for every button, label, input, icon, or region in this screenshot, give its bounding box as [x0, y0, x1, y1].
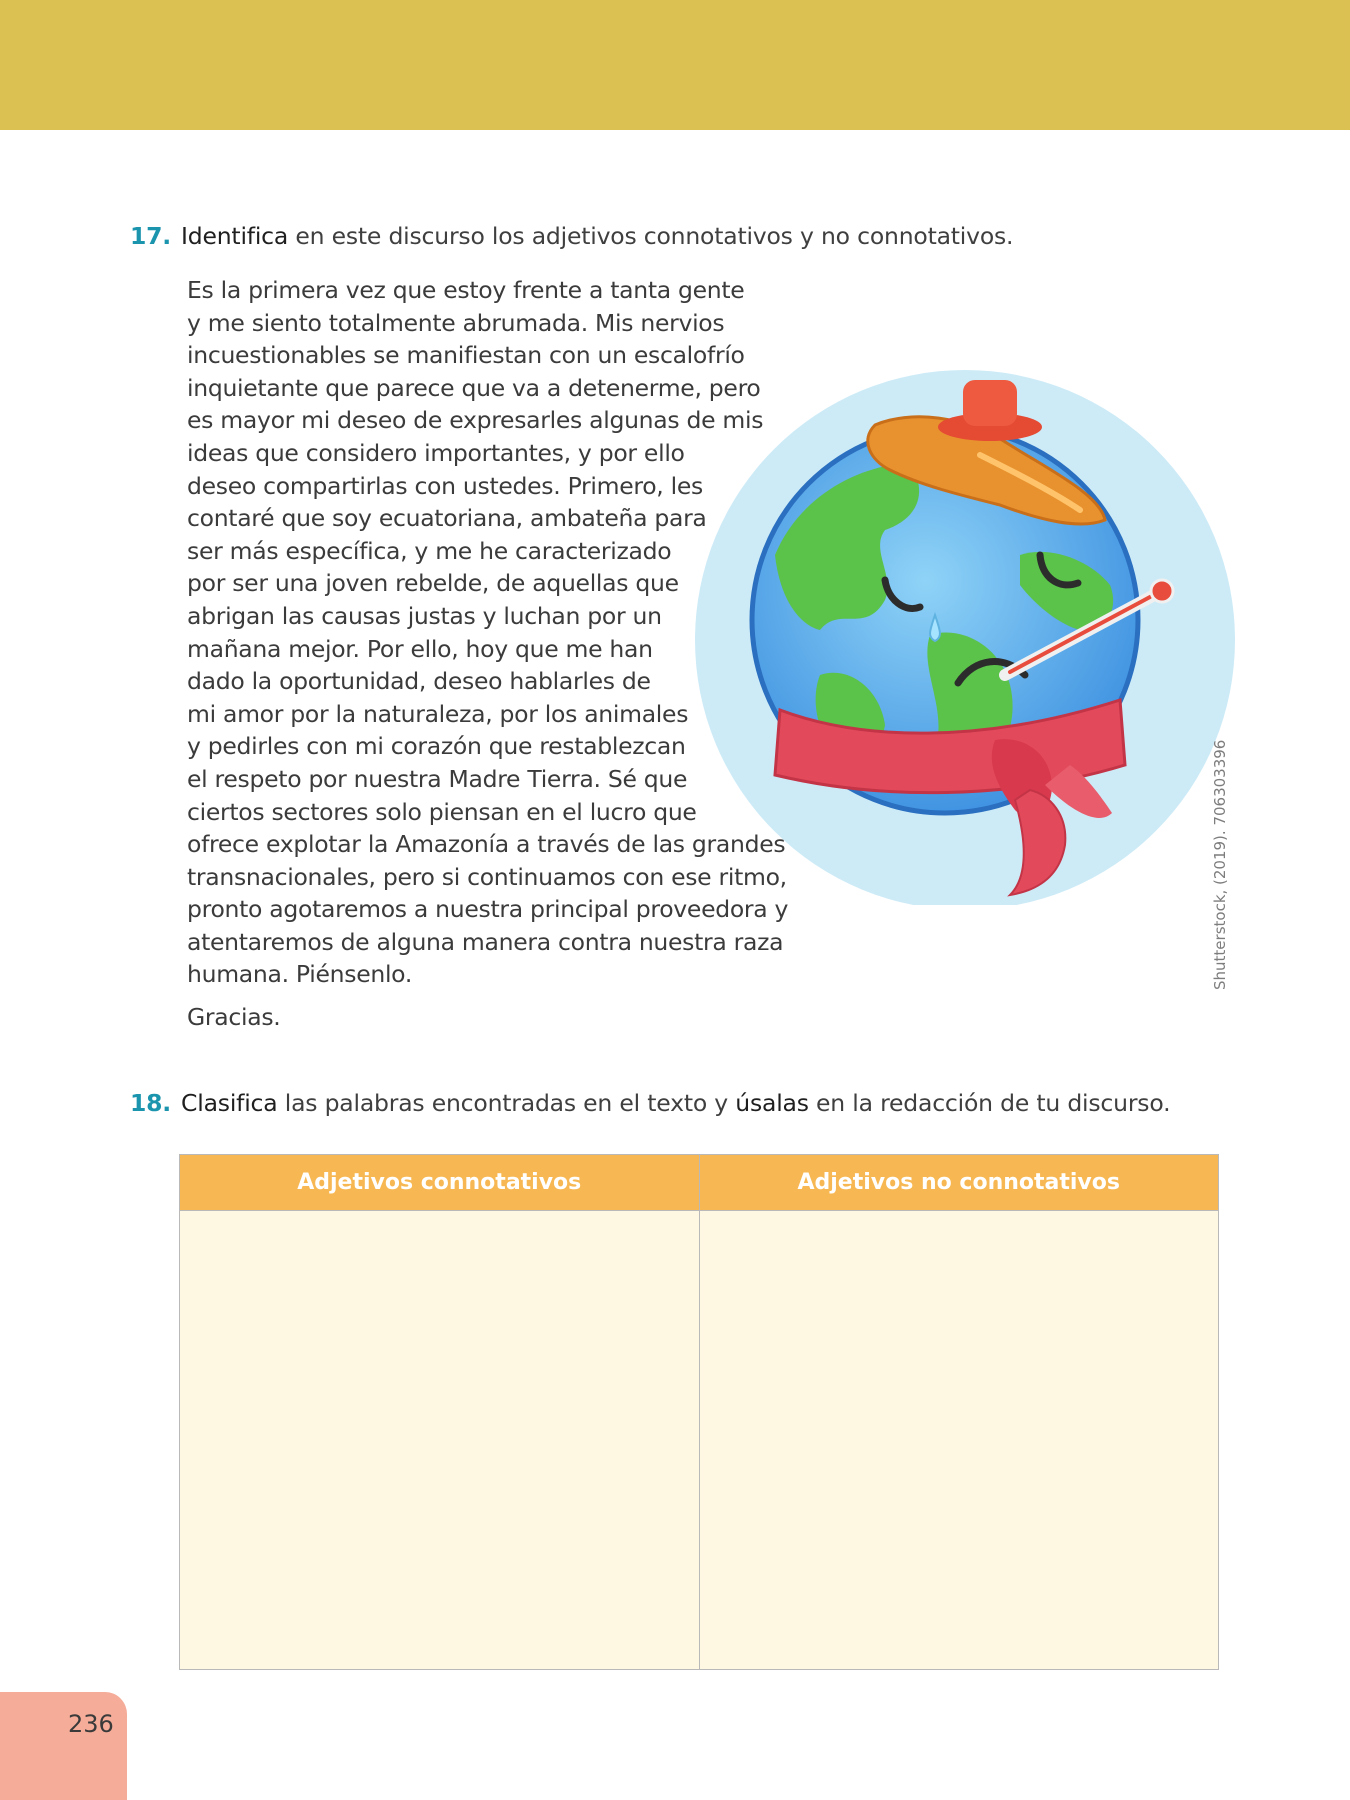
thermometer-bulb — [1151, 580, 1173, 602]
speech-line: ser más específica, y me he caracterizado — [187, 536, 672, 565]
question-18-verb-1: Clasifica — [181, 1089, 278, 1117]
ice-bag-cap-top — [963, 380, 1017, 426]
speech-line: pronto agotaremos a nuestra principal proveedora y — [187, 895, 789, 924]
speech-line: es mayor mi deseo de expresarles algunas de mis — [187, 406, 764, 435]
question-18 — [130, 1089, 1170, 1117]
speech-line: mi amor por la naturaleza, por los animales — [187, 699, 689, 728]
question-17-verb: Identifica — [181, 222, 289, 250]
speech-line: el respeto por nuestra Madre Tierra. Sé que — [187, 764, 688, 793]
column-non-connotative — [699, 1155, 1219, 1669]
question-17 — [130, 222, 1013, 250]
speech-line: Es la primera vez que estoy frente a tanta gente — [187, 276, 745, 304]
sick-earth-illustration — [680, 345, 1240, 905]
speech-line: ofrece explotar la Amazonía a través de las grandes — [187, 830, 786, 859]
speech-line: y me siento totalmente abrumada. Mis nervios — [187, 308, 725, 337]
speech-line: mañana mejor. Por ello, hoy que me han — [187, 634, 653, 663]
speech-line: incuestionables se manifiestan con un escalofrío — [187, 341, 745, 370]
question-17-number: 17. — [130, 222, 172, 250]
question-17-text: en este discurso los adjetivos connotativos y no connotativos. — [288, 222, 1014, 250]
classification-table — [179, 1154, 1219, 1670]
speech-line: por ser una joven rebelde, de aquellas que — [187, 569, 679, 598]
question-18-text: las palabras encontradas en el texto y — [277, 1089, 736, 1117]
image-credit: Shutterstock, (2019). 706303396 — [1211, 739, 1229, 990]
page-tab — [0, 1692, 127, 1800]
answer-cell-non-connotative[interactable] — [700, 1211, 1219, 1669]
header-non-connotative: Adjetivos no connotativos — [700, 1155, 1219, 1211]
answer-cell-connotative[interactable] — [180, 1211, 699, 1669]
speech-line: dado la oportunidad, deseo hablarles de — [187, 667, 651, 696]
header-band — [0, 0, 1350, 130]
header-connotative: Adjetivos connotativos — [180, 1155, 699, 1211]
speech-line: ciertos sectores solo piensan en el lucro que — [187, 797, 697, 826]
question-18-text-end: en la redacción de tu discurso. — [808, 1089, 1171, 1117]
speech-line: transnacionales, pero si continuamos con ese ritmo, — [187, 862, 787, 891]
page-number: 236 — [68, 1710, 114, 1738]
speech-line: deseo compartirlas con ustedes. Primero, les — [187, 471, 703, 500]
speech-line: ideas que considero importantes, y por ello — [187, 438, 685, 467]
speech-line: contaré que soy ecuatoriana, ambateña para — [187, 504, 707, 533]
question-18-number: 18. — [130, 1089, 172, 1117]
column-connotative — [180, 1155, 699, 1669]
speech-closing: Gracias. — [187, 1003, 281, 1031]
speech-line: atentaremos de alguna manera contra nuestra raza — [187, 927, 784, 956]
speech-line: y pedirles con mi corazón que restablezcan — [187, 732, 686, 761]
speech-line: inquietante que parece que va a detenerme, pero — [187, 373, 761, 402]
question-18-verb-2: úsalas — [735, 1089, 809, 1117]
speech-line: humana. Piénsenlo. — [187, 960, 413, 989]
speech-line: abrigan las causas justas y luchan por un — [187, 601, 662, 630]
